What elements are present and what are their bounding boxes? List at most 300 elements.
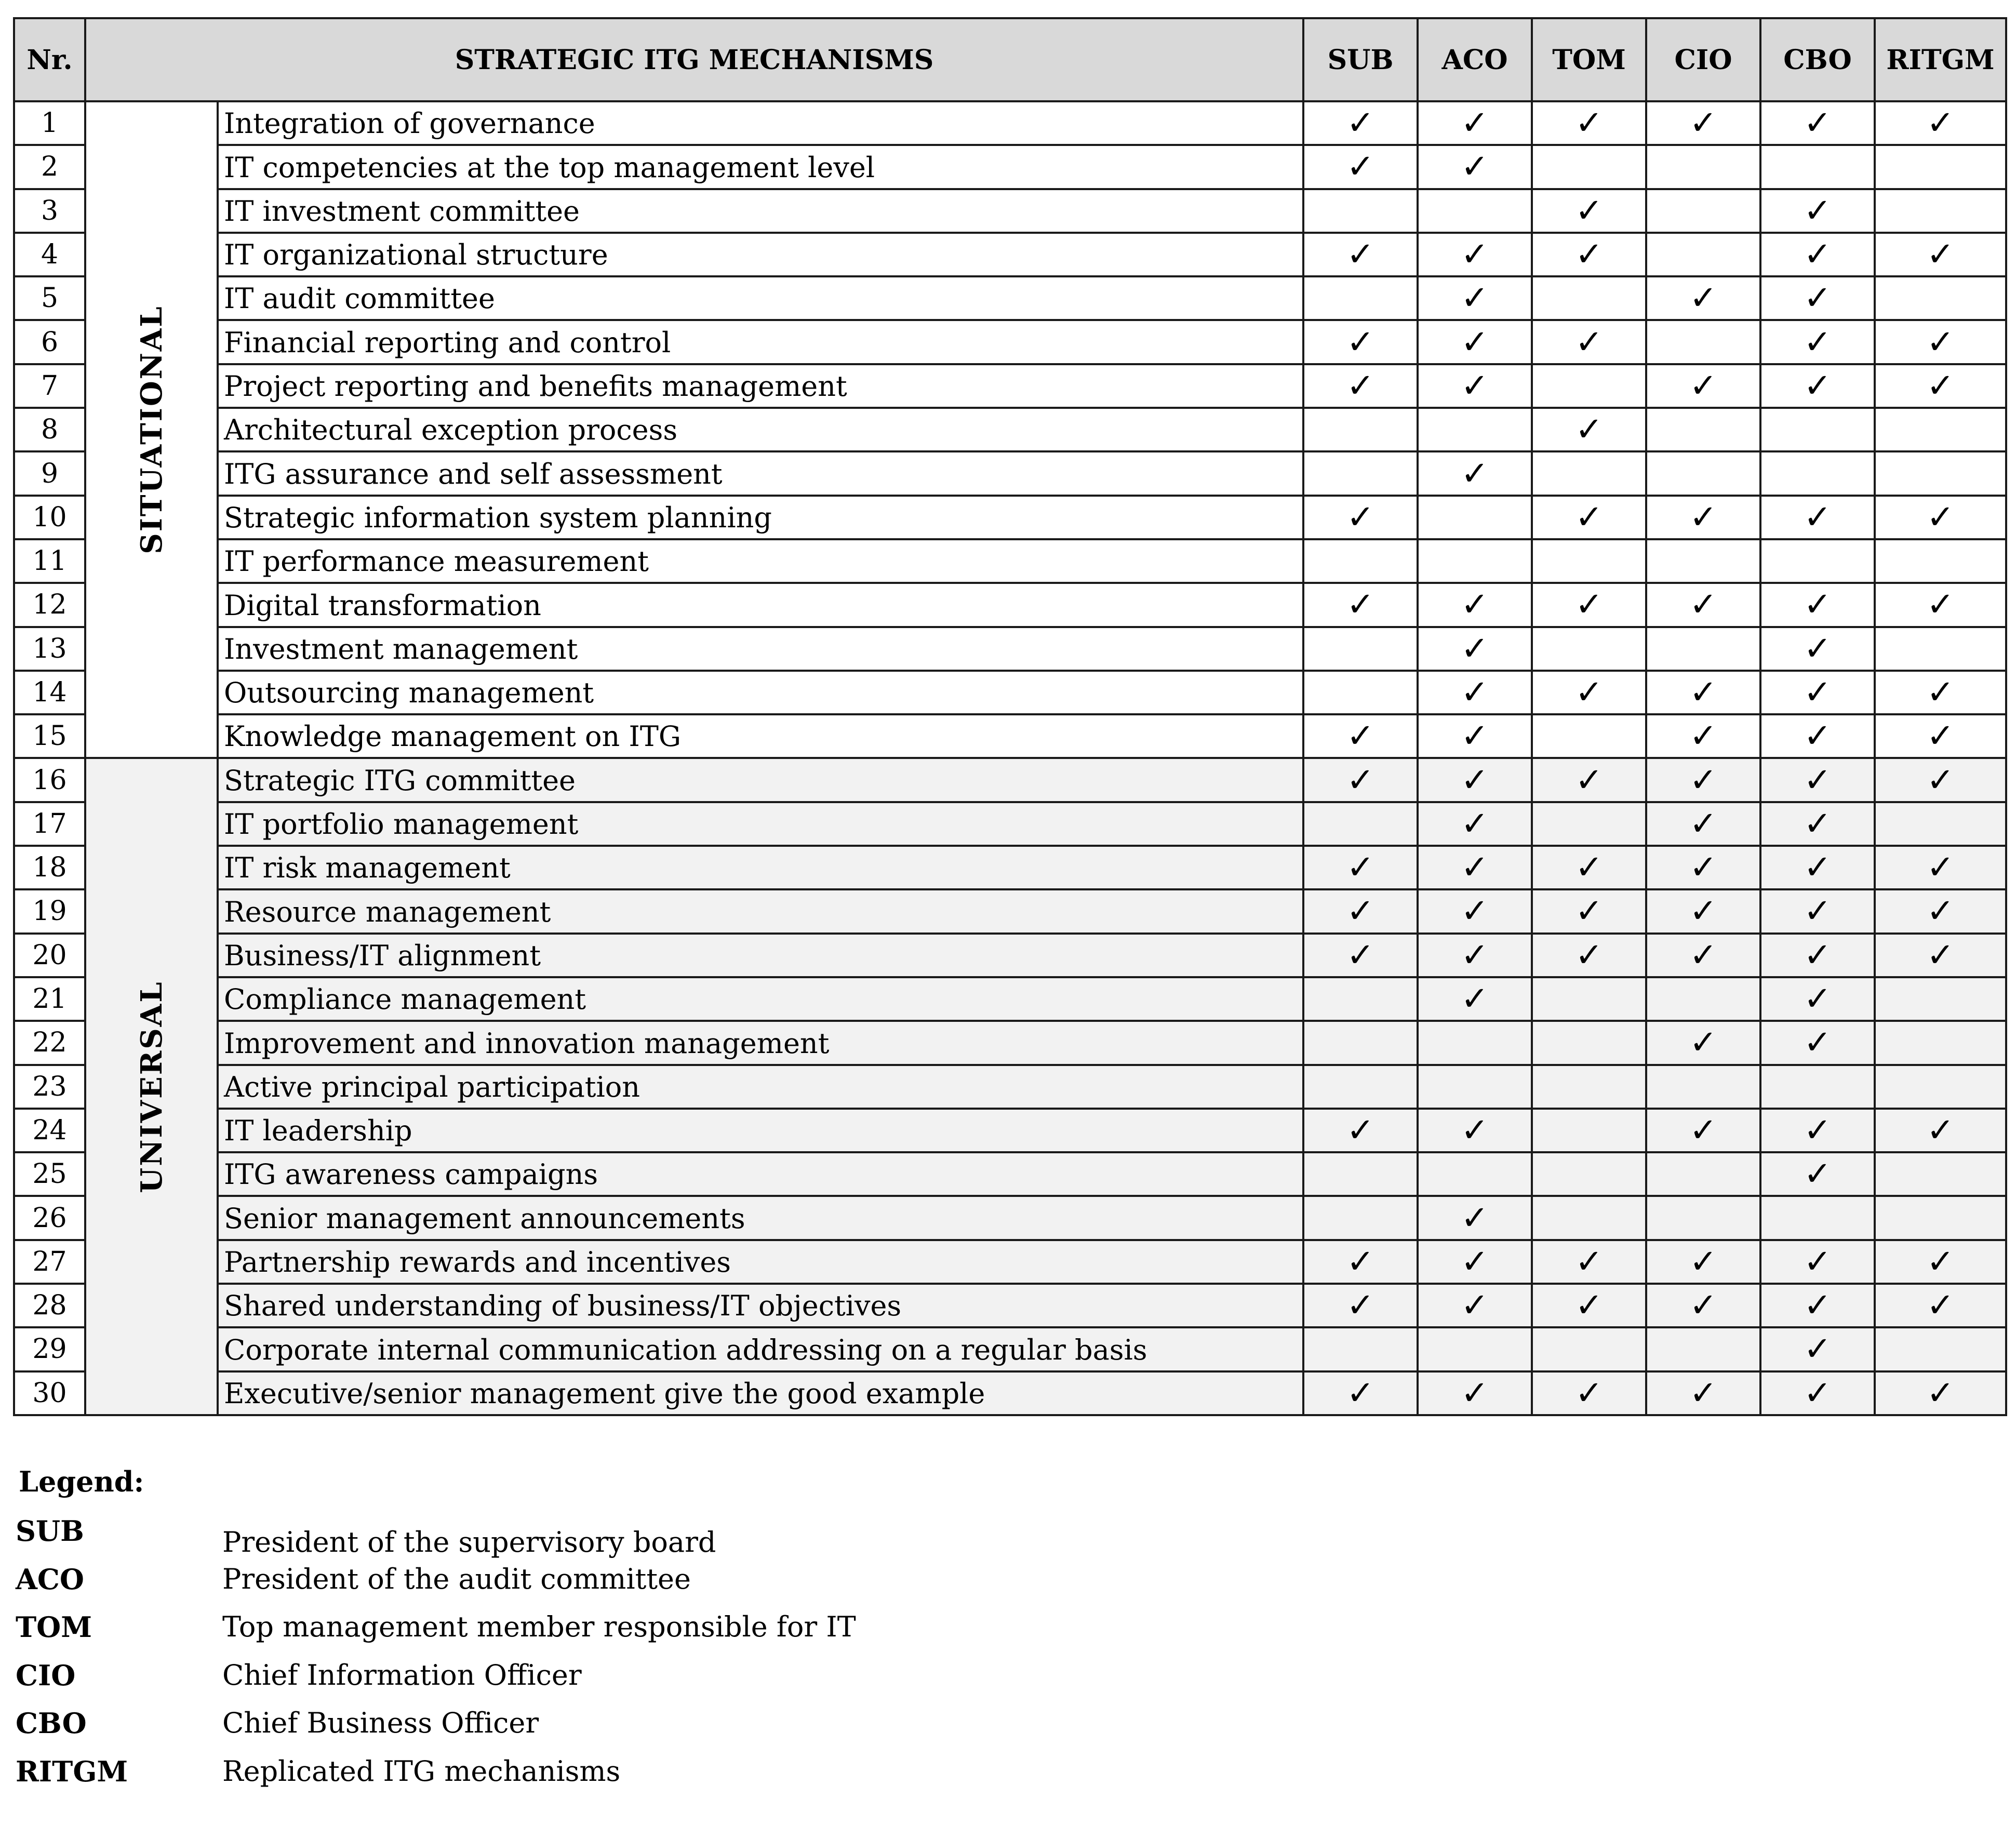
cell-sub (1303, 758, 1418, 802)
cell-tom (1532, 1371, 1646, 1415)
legend-description: Chief Business Officer (222, 1707, 539, 1739)
mechanism-name: Strategic ITG committee (218, 758, 1303, 802)
table-row (14, 451, 2006, 495)
cell-aco (1418, 451, 1532, 495)
mechanism-name: Business/IT alignment (218, 934, 1303, 977)
cell-cio (1646, 889, 1760, 933)
check-icon: ✓ (1804, 498, 1832, 537)
check-icon: ✓ (1461, 1286, 1489, 1325)
mechanism-name: Senior management announcements (218, 1196, 1303, 1240)
cell-aco (1418, 101, 1532, 145)
cell-aco (1418, 977, 1532, 1021)
cell-ritgm (1875, 276, 2006, 320)
check-icon: ✓ (1461, 323, 1489, 362)
check-icon: ✓ (1575, 761, 1603, 800)
cell-ritgm (1875, 1327, 2006, 1371)
cell-tom (1532, 889, 1646, 933)
cell-aco (1418, 276, 1532, 320)
cell-cio (1646, 145, 1760, 189)
check-icon: ✓ (1804, 279, 1832, 318)
cell-ritgm (1875, 1065, 2006, 1109)
row-number: 22 (14, 1021, 85, 1064)
mechanism-name: Compliance management (218, 977, 1303, 1021)
mechanism-name: IT audit committee (218, 276, 1303, 320)
cell-cio (1646, 496, 1760, 539)
row-number: 17 (14, 802, 85, 846)
cell-ritgm (1875, 1240, 2006, 1284)
cell-cio (1646, 1327, 1760, 1371)
check-icon: ✓ (1926, 235, 1955, 274)
mechanism-name: Integration of governance (218, 101, 1303, 145)
cell-ritgm (1875, 101, 2006, 145)
check-icon: ✓ (1461, 804, 1489, 843)
row-number: 23 (14, 1065, 85, 1109)
cell-tom (1532, 189, 1646, 233)
check-icon: ✓ (1346, 892, 1374, 931)
cell-sub (1303, 1109, 1418, 1152)
mechanism-name: Financial reporting and control (218, 320, 1303, 364)
check-icon: ✓ (1461, 629, 1489, 668)
cell-sub (1303, 934, 1418, 977)
table-row (14, 1371, 2006, 1415)
check-icon: ✓ (1804, 366, 1832, 405)
cell-cbo (1760, 145, 1875, 189)
row-number: 19 (14, 889, 85, 933)
row-number: 6 (14, 320, 85, 364)
check-icon: ✓ (1926, 673, 1955, 712)
cell-cbo (1760, 977, 1875, 1021)
cell-aco (1418, 1152, 1532, 1196)
table-row (14, 539, 2006, 583)
cell-tom (1532, 671, 1646, 714)
check-icon: ✓ (1926, 585, 1955, 624)
cell-ritgm (1875, 408, 2006, 451)
cell-aco (1418, 802, 1532, 846)
cell-aco (1418, 1371, 1532, 1415)
cell-cbo (1760, 320, 1875, 364)
check-icon: ✓ (1461, 673, 1489, 712)
cell-aco (1418, 408, 1532, 451)
cell-tom (1532, 846, 1646, 889)
cell-cio (1646, 671, 1760, 714)
cell-cbo (1760, 583, 1875, 627)
check-icon: ✓ (1689, 1023, 1717, 1062)
group-cell-situational (85, 101, 218, 758)
row-number: 13 (14, 627, 85, 671)
cell-tom (1532, 758, 1646, 802)
row-number: 7 (14, 364, 85, 408)
cell-ritgm (1875, 451, 2006, 495)
cell-cio (1646, 101, 1760, 145)
mechanism-name: Outsourcing management (218, 671, 1303, 714)
cell-cio (1646, 583, 1760, 627)
cell-cbo (1760, 1327, 1875, 1371)
row-number: 21 (14, 977, 85, 1021)
cell-tom (1532, 802, 1646, 846)
legend-abbreviation: ACO (16, 1563, 84, 1596)
cell-ritgm (1875, 496, 2006, 539)
cell-sub (1303, 889, 1418, 933)
legend-abbreviation: RITGM (16, 1755, 128, 1788)
mechanism-name: Active principal participation (218, 1065, 1303, 1109)
cell-sub (1303, 145, 1418, 189)
cell-cio (1646, 364, 1760, 408)
header-role-sub: SUB (1303, 18, 1418, 101)
row-number: 8 (14, 408, 85, 451)
table-row (14, 889, 2006, 933)
row-number: 9 (14, 451, 85, 495)
cell-tom (1532, 1109, 1646, 1152)
table-row (14, 802, 2006, 846)
cell-aco (1418, 1284, 1532, 1327)
cell-cio (1646, 539, 1760, 583)
cell-ritgm (1875, 934, 2006, 977)
cell-sub (1303, 802, 1418, 846)
cell-ritgm (1875, 1196, 2006, 1240)
mechanism-name: ITG assurance and self assessment (218, 451, 1303, 495)
check-icon: ✓ (1346, 1111, 1374, 1150)
cell-cbo (1760, 233, 1875, 276)
legend-title: Legend: (19, 1465, 144, 1498)
check-icon: ✓ (1689, 1374, 1717, 1413)
check-icon: ✓ (1346, 585, 1374, 624)
check-icon: ✓ (1689, 804, 1717, 843)
cell-aco (1418, 1240, 1532, 1284)
cell-tom (1532, 496, 1646, 539)
check-icon: ✓ (1926, 323, 1955, 362)
row-number: 14 (14, 671, 85, 714)
table-row (14, 276, 2006, 320)
cell-sub (1303, 671, 1418, 714)
check-icon: ✓ (1461, 936, 1489, 975)
cell-ritgm (1875, 145, 2006, 189)
table-row (14, 496, 2006, 539)
row-number: 20 (14, 934, 85, 977)
cell-sub (1303, 189, 1418, 233)
row-number: 25 (14, 1152, 85, 1196)
table-row (14, 233, 2006, 276)
mechanism-name: IT organizational structure (218, 233, 1303, 276)
check-icon: ✓ (1689, 1242, 1717, 1281)
check-icon: ✓ (1689, 279, 1717, 318)
check-icon: ✓ (1346, 498, 1374, 537)
mechanism-name: IT portfolio management (218, 802, 1303, 846)
cell-cbo (1760, 451, 1875, 495)
cell-sub (1303, 408, 1418, 451)
cell-cio (1646, 1152, 1760, 1196)
check-icon: ✓ (1926, 936, 1955, 975)
mechanism-name: Executive/senior management give the good example (218, 1371, 1303, 1415)
cell-cio (1646, 758, 1760, 802)
cell-cio (1646, 1021, 1760, 1064)
row-number: 3 (14, 189, 85, 233)
cell-cbo (1760, 1152, 1875, 1196)
cell-cbo (1760, 496, 1875, 539)
header-mechanisms: STRATEGIC ITG MECHANISMS (85, 18, 1303, 101)
cell-cio (1646, 1284, 1760, 1327)
legend-row-cio (0, 1659, 935, 1700)
cell-sub (1303, 714, 1418, 758)
check-icon: ✓ (1689, 585, 1717, 624)
cell-ritgm (1875, 1109, 2006, 1152)
check-icon: ✓ (1804, 848, 1832, 887)
cell-tom (1532, 101, 1646, 145)
check-icon: ✓ (1346, 1286, 1374, 1325)
check-icon: ✓ (1804, 191, 1832, 230)
row-number: 5 (14, 276, 85, 320)
mechanism-name: Corporate internal communication addressing on a regular basis (218, 1327, 1303, 1371)
cell-aco (1418, 846, 1532, 889)
check-icon: ✓ (1926, 1286, 1955, 1325)
cell-cio (1646, 233, 1760, 276)
check-icon: ✓ (1346, 717, 1374, 756)
check-icon: ✓ (1461, 848, 1489, 887)
cell-ritgm (1875, 1284, 2006, 1327)
cell-ritgm (1875, 758, 2006, 802)
check-icon: ✓ (1575, 410, 1603, 449)
cell-cio (1646, 714, 1760, 758)
check-icon: ✓ (1804, 804, 1832, 843)
mechanism-name: IT leadership (218, 1109, 1303, 1152)
cell-cio (1646, 1065, 1760, 1109)
legend-abbreviation: CIO (16, 1659, 76, 1692)
check-icon: ✓ (1575, 892, 1603, 931)
cell-aco (1418, 1327, 1532, 1371)
check-icon: ✓ (1689, 717, 1717, 756)
group-cell-universal (85, 758, 218, 1415)
cell-ritgm (1875, 539, 2006, 583)
cell-aco (1418, 189, 1532, 233)
check-icon: ✓ (1689, 673, 1717, 712)
table-row (14, 101, 2006, 145)
mechanism-name: Improvement and innovation management (218, 1021, 1303, 1064)
cell-tom (1532, 408, 1646, 451)
mechanism-name: Knowledge management on ITG (218, 714, 1303, 758)
check-icon: ✓ (1346, 761, 1374, 800)
check-icon: ✓ (1926, 366, 1955, 405)
cell-tom (1532, 1065, 1646, 1109)
check-icon: ✓ (1804, 1155, 1832, 1194)
check-icon: ✓ (1804, 717, 1832, 756)
cell-ritgm (1875, 802, 2006, 846)
check-icon: ✓ (1346, 1242, 1374, 1281)
cell-aco (1418, 627, 1532, 671)
check-icon: ✓ (1804, 761, 1832, 800)
cell-tom (1532, 977, 1646, 1021)
cell-aco (1418, 1065, 1532, 1109)
cell-aco (1418, 714, 1532, 758)
table-row (14, 364, 2006, 408)
table-row (14, 408, 2006, 451)
cell-cio (1646, 1109, 1760, 1152)
cell-tom (1532, 320, 1646, 364)
cell-sub (1303, 101, 1418, 145)
row-number: 18 (14, 846, 85, 889)
cell-cbo (1760, 934, 1875, 977)
row-number: 10 (14, 496, 85, 539)
mechanism-name: Investment management (218, 627, 1303, 671)
check-icon: ✓ (1346, 366, 1374, 405)
cell-aco (1418, 320, 1532, 364)
cell-ritgm (1875, 1021, 2006, 1064)
header-role-tom: TOM (1532, 18, 1646, 101)
cell-cbo (1760, 846, 1875, 889)
check-icon: ✓ (1575, 1242, 1603, 1281)
check-icon: ✓ (1689, 104, 1717, 143)
cell-cio (1646, 320, 1760, 364)
cell-sub (1303, 233, 1418, 276)
cell-sub (1303, 627, 1418, 671)
check-icon: ✓ (1575, 1286, 1603, 1325)
check-icon: ✓ (1689, 1111, 1717, 1150)
cell-cbo (1760, 714, 1875, 758)
cell-tom (1532, 1021, 1646, 1064)
table-row (14, 583, 2006, 627)
table-row (14, 846, 2006, 889)
check-icon: ✓ (1575, 191, 1603, 230)
check-icon: ✓ (1926, 1111, 1955, 1150)
cell-sub (1303, 1196, 1418, 1240)
check-icon: ✓ (1461, 892, 1489, 931)
row-number: 11 (14, 539, 85, 583)
check-icon: ✓ (1804, 235, 1832, 274)
cell-sub (1303, 1065, 1418, 1109)
table-row (14, 934, 2006, 977)
group-label: SITUATIONAL (134, 305, 169, 554)
cell-cbo (1760, 889, 1875, 933)
mechanism-name: IT competencies at the top management level (218, 145, 1303, 189)
cell-cio (1646, 846, 1760, 889)
cell-sub (1303, 1284, 1418, 1327)
cell-aco (1418, 934, 1532, 977)
check-icon: ✓ (1926, 848, 1955, 887)
cell-ritgm (1875, 714, 2006, 758)
cell-cio (1646, 627, 1760, 671)
legend-abbreviation: SUB (16, 1514, 84, 1548)
mechanism-name: IT performance measurement (218, 539, 1303, 583)
check-icon: ✓ (1926, 892, 1955, 931)
cell-sub (1303, 276, 1418, 320)
cell-cbo (1760, 758, 1875, 802)
table-row (14, 758, 2006, 802)
cell-sub (1303, 364, 1418, 408)
cell-cio (1646, 276, 1760, 320)
mechanism-name: Project reporting and benefits management (218, 364, 1303, 408)
mechanism-name: Digital transformation (218, 583, 1303, 627)
cell-cbo (1760, 101, 1875, 145)
cell-aco (1418, 233, 1532, 276)
check-icon: ✓ (1926, 498, 1955, 537)
cell-sub (1303, 1240, 1418, 1284)
cell-cbo (1760, 364, 1875, 408)
cell-cbo (1760, 189, 1875, 233)
cell-sub (1303, 846, 1418, 889)
check-icon: ✓ (1575, 498, 1603, 537)
cell-sub (1303, 583, 1418, 627)
row-number: 16 (14, 758, 85, 802)
cell-cbo (1760, 408, 1875, 451)
cell-aco (1418, 496, 1532, 539)
cell-tom (1532, 145, 1646, 189)
cell-aco (1418, 671, 1532, 714)
cell-ritgm (1875, 364, 2006, 408)
cell-aco (1418, 145, 1532, 189)
check-icon: ✓ (1804, 585, 1832, 624)
cell-sub (1303, 1371, 1418, 1415)
cell-cbo (1760, 1371, 1875, 1415)
cell-sub (1303, 1152, 1418, 1196)
cell-ritgm (1875, 977, 2006, 1021)
cell-ritgm (1875, 320, 2006, 364)
row-number: 30 (14, 1371, 85, 1415)
check-icon: ✓ (1575, 585, 1603, 624)
cell-ritgm (1875, 627, 2006, 671)
group-label: UNIVERSAL (134, 980, 169, 1193)
legend-row-tom (0, 1610, 935, 1652)
cell-tom (1532, 934, 1646, 977)
check-icon: ✓ (1926, 1242, 1955, 1281)
cell-tom (1532, 233, 1646, 276)
check-icon: ✓ (1689, 892, 1717, 931)
check-icon: ✓ (1346, 936, 1374, 975)
legend-description: Replicated ITG mechanisms (222, 1755, 621, 1788)
check-icon: ✓ (1926, 104, 1955, 143)
check-icon: ✓ (1575, 936, 1603, 975)
legend-row-sub (0, 1514, 935, 1556)
cell-sub (1303, 539, 1418, 583)
check-icon: ✓ (1575, 104, 1603, 143)
cell-cio (1646, 977, 1760, 1021)
check-icon: ✓ (1461, 454, 1489, 493)
check-icon: ✓ (1461, 980, 1489, 1019)
table-row (14, 1109, 2006, 1152)
cell-sub (1303, 451, 1418, 495)
legend-description: Top management member responsible for IT (222, 1610, 856, 1643)
cell-ritgm (1875, 1371, 2006, 1415)
cell-tom (1532, 714, 1646, 758)
check-icon: ✓ (1804, 1374, 1832, 1413)
mechanism-name: ITG awareness campaigns (218, 1152, 1303, 1196)
check-icon: ✓ (1575, 323, 1603, 362)
header-role-cbo: CBO (1760, 18, 1875, 101)
table-row (14, 671, 2006, 714)
check-icon: ✓ (1575, 848, 1603, 887)
check-icon: ✓ (1804, 629, 1832, 668)
itg-mechanisms-table (13, 17, 2007, 1416)
check-icon: ✓ (1461, 761, 1489, 800)
cell-aco (1418, 889, 1532, 933)
check-icon: ✓ (1804, 673, 1832, 712)
cell-tom (1532, 1327, 1646, 1371)
check-icon: ✓ (1926, 761, 1955, 800)
cell-tom (1532, 276, 1646, 320)
table-row (14, 320, 2006, 364)
table-row (14, 189, 2006, 233)
table-row (14, 1327, 2006, 1371)
cell-ritgm (1875, 671, 2006, 714)
cell-tom (1532, 364, 1646, 408)
check-icon: ✓ (1804, 1242, 1832, 1281)
row-number: 29 (14, 1327, 85, 1371)
check-icon: ✓ (1689, 848, 1717, 887)
check-icon: ✓ (1689, 366, 1717, 405)
cell-sub (1303, 1327, 1418, 1371)
cell-tom (1532, 1196, 1646, 1240)
cell-ritgm (1875, 189, 2006, 233)
check-icon: ✓ (1575, 673, 1603, 712)
mechanism-name: Architectural exception process (218, 408, 1303, 451)
legend-description: Chief Information Officer (222, 1659, 582, 1691)
